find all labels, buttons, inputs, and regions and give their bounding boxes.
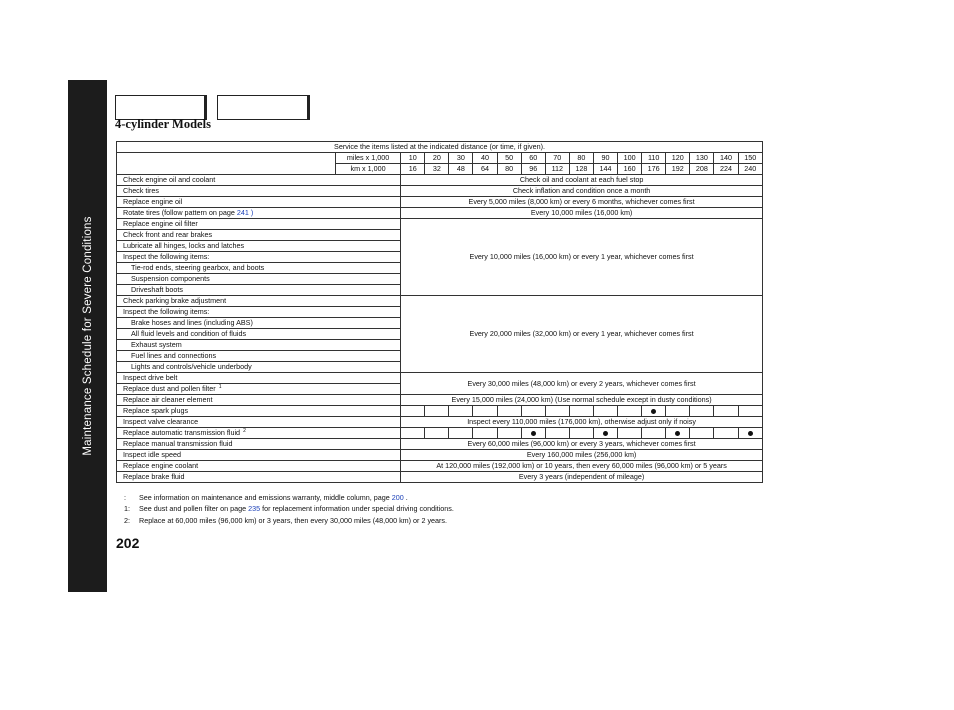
schedule-cell [690,428,714,439]
schedule-cell [738,428,763,439]
miles-value: 30 [449,153,473,164]
schedule-cell [497,428,521,439]
schedule-cell [545,406,569,417]
maintenance-schedule-table [116,141,763,483]
footnote-marker: 1: [124,504,130,514]
schedule-cell [569,428,593,439]
schedule-cell [690,406,714,417]
page-number: 202 [116,535,140,551]
miles-label: miles x 1,000 [335,153,400,164]
service-mark-icon [531,431,536,436]
miles-value: 130 [690,153,714,164]
service-subitem [117,285,401,296]
sidebar-title: Maintenance Schedule for Severe Conditions [81,216,94,456]
miles-value: 90 [593,153,617,164]
table-row [117,373,763,384]
footnote-text: See dust and pollen filter on page [139,504,249,514]
schedule-cell [618,406,642,417]
footnote-general [124,492,454,503]
service-item: Inspect the following items: [117,307,401,318]
schedule-cell [738,406,763,417]
service-item [117,428,401,439]
service-interval: At 120,000 miles (192,000 km) or 10 years, then every 60,000 miles (96,000 km) or 5 years [401,461,763,472]
service-item: Check front and rear brakes [117,230,401,241]
service-interval: Inspect every 110,000 miles (176,000 km), otherwise adjust only if noisy [401,417,763,428]
service-item: Replace spark plugs [117,406,401,417]
caption-row [117,142,763,153]
table-row [117,186,763,197]
km-value: 96 [521,164,545,175]
service-mark-icon [675,431,680,436]
service-interval: Every 15,000 miles (24,000 km) (Use normal schedule except in dusty conditions) [401,395,763,406]
schedule-cell [593,406,617,417]
km-value: 128 [569,164,593,175]
footnote-marker: : [124,493,126,502]
service-interval: Every 10,000 miles (16,000 km) [401,208,763,219]
page-link-241[interactable]: 241 [236,208,249,218]
service-interval: Every 60,000 miles (96,000 km) or every 3 years, whichever comes first [401,439,763,450]
subitem-text: Exhaust system [131,340,182,350]
nav-tab-box-2[interactable] [217,95,310,120]
service-item: Inspect drive belt [117,373,401,384]
schedule-cell [569,406,593,417]
km-value: 144 [593,164,617,175]
km-value: 160 [618,164,642,175]
schedule-cell [401,406,425,417]
km-value: 48 [449,164,473,175]
miles-value: 70 [545,153,569,164]
schedule-cell [521,428,545,439]
page-link-200[interactable]: 200 [391,493,404,502]
service-subitem [117,318,401,329]
schedule-cell [449,406,473,417]
schedule-cell [666,406,690,417]
schedule-cell [425,428,449,439]
schedule-cell [473,406,497,417]
subitem-text: All fluid levels and condition of fluids [131,329,247,339]
table-row [117,219,763,230]
footnotes [124,492,454,526]
service-subitem [117,329,401,340]
schedule-cell [521,406,545,417]
service-item: Replace air cleaner element [117,395,401,406]
table-row [117,296,763,307]
km-value: 240 [738,164,763,175]
service-item [117,384,401,395]
miles-value: 20 [425,153,449,164]
service-subitem [117,351,401,362]
footnote-text: See information on maintenance and emissions warranty, middle column, page [139,493,392,502]
km-value: 224 [714,164,738,175]
schedule-cell [425,406,449,417]
km-value: 16 [401,164,425,175]
service-item-text: Replace automatic transmission fluid [123,428,241,438]
service-interval: Every 20,000 miles (32,000 km) or every 1 year, whichever comes first [401,296,763,373]
footnote-marker: 2: [124,515,130,525]
schedule-cell [449,428,473,439]
table-row [117,461,763,472]
schedule-cell [642,428,666,439]
sidebar [68,80,107,592]
service-item: Replace manual transmission fluid [117,439,401,450]
miles-value: 40 [473,153,497,164]
service-subitem [117,340,401,351]
table-row [117,417,763,428]
table-row [117,439,763,450]
miles-value: 60 [521,153,545,164]
schedule-cell [545,428,569,439]
subitem-text: Lights and controls/vehicle underbody [131,362,252,372]
service-item: Replace engine coolant [117,461,401,472]
table-row [117,197,763,208]
footnote-text: . [403,493,408,502]
table-row [117,450,763,461]
subitem-text: Suspension components [131,274,210,284]
footnote-2 [124,515,454,526]
table-row [117,428,763,439]
table-row [117,175,763,186]
subitem-text: Tie-rod ends, steering gearbox, and boots [131,263,265,273]
schedule-cell [714,406,738,417]
footnote-text: Replace at 60,000 miles (96,000 km) or 3 years, then every 30,000 miles (48,000 km) or 2 years. [139,515,448,525]
service-subitem [117,362,401,373]
page-link-235[interactable]: 235 [248,504,261,514]
service-interval: Every 160,000 miles (256,000 km) [401,450,763,461]
service-interval: Every 10,000 miles (16,000 km) or every 1 year, whichever comes first [401,219,763,296]
service-subitem [117,263,401,274]
service-item: Replace engine oil filter [117,219,401,230]
miles-value: 140 [714,153,738,164]
schedule-cell [593,428,617,439]
service-item: Replace brake fluid [117,472,401,483]
subitem-text: Fuel lines and connections [131,351,217,361]
miles-value: 10 [401,153,425,164]
section-heading: 4-cylinder Models [115,117,211,131]
schedule-cell [401,428,425,439]
subitem-text: Brake hoses and lines (including ABS) [131,318,253,328]
km-value: 32 [425,164,449,175]
footnote-ref: 2 [243,428,246,435]
schedule-cell [497,406,521,417]
table-caption: Service the items listed at the indicated distance (or time, if given). [117,142,763,153]
service-item: Inspect valve clearance [117,417,401,428]
table-row [117,208,763,219]
service-mark-icon [748,431,753,436]
footnote-text: for replacement information under special driving conditions. [260,504,454,514]
service-interval: Check oil and coolant at each fuel stop [401,175,763,186]
service-item: Inspect idle speed [117,450,401,461]
service-interval: Check inflation and condition once a month [401,186,763,197]
miles-row [117,153,763,164]
miles-value: 110 [642,153,666,164]
km-value: 208 [690,164,714,175]
miles-value: 120 [666,153,690,164]
schedule-cell [714,428,738,439]
service-item-text: Replace dust and pollen filter [123,384,216,394]
table-row [117,472,763,483]
schedule-cell [666,428,690,439]
service-interval: Every 3 years (independent of mileage) [401,472,763,483]
table-row [117,395,763,406]
km-value: 80 [497,164,521,175]
service-item [117,208,401,219]
service-item: Inspect the following items: [117,252,401,263]
km-value: 64 [473,164,497,175]
service-interval: Every 30,000 miles (48,000 km) or every 2 years, whichever comes first [401,373,763,395]
miles-value: 100 [618,153,642,164]
km-value: 112 [545,164,569,175]
footnote-1 [124,503,454,514]
service-item: Check tires [117,186,401,197]
footnote-ref: 1 [218,384,222,391]
service-item: Check parking brake adjustment [117,296,401,307]
service-subitem [117,274,401,285]
service-mark-icon [651,409,656,414]
service-item-text: ) [248,208,254,218]
service-item-text: Rotate tires (follow pattern on page [123,208,237,218]
miles-value: 50 [497,153,521,164]
schedule-cell [642,406,666,417]
subitem-text: Driveshaft boots [131,285,183,295]
schedule-cell [618,428,642,439]
km-label: km x 1,000 [335,164,400,175]
service-interval: Every 5,000 miles (8,000 km) or every 6 months, whichever comes first [401,197,763,208]
km-value: 192 [666,164,690,175]
header-blank-cell [117,153,336,175]
schedule-cell [473,428,497,439]
table-row [117,406,763,417]
service-item: Check engine oil and coolant [117,175,401,186]
miles-value: 150 [738,153,763,164]
service-item: Replace engine oil [117,197,401,208]
service-item: Lubricate all hinges, locks and latches [117,241,401,252]
km-value: 176 [642,164,666,175]
miles-value: 80 [569,153,593,164]
service-mark-icon [603,431,608,436]
